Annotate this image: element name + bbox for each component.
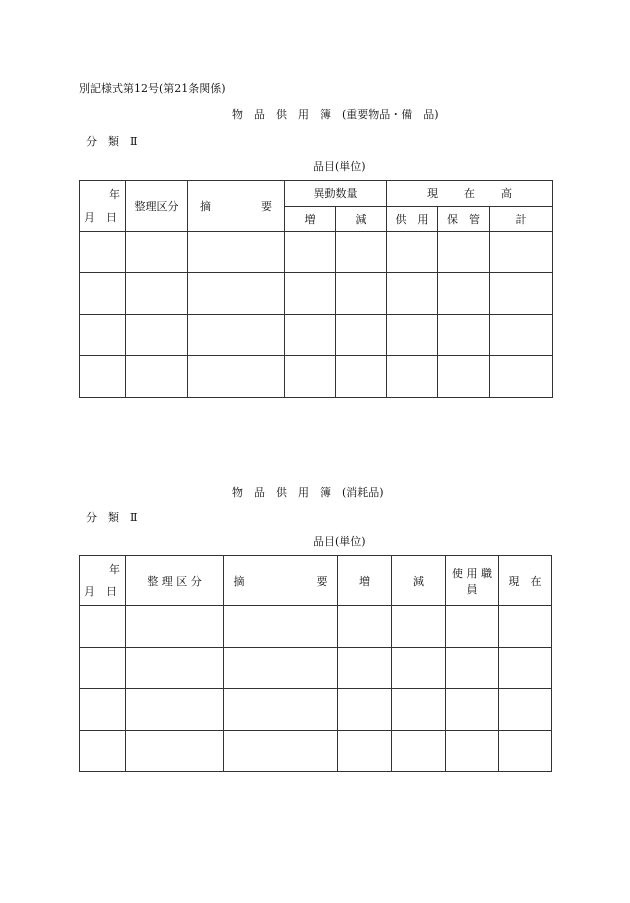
table-row (80, 606, 552, 648)
current-right: 高 (501, 187, 513, 201)
summary-header (224, 556, 338, 606)
table-cell[interactable] (446, 731, 499, 772)
table-cell[interactable] (392, 648, 446, 689)
table-cell[interactable] (490, 273, 553, 315)
table-cell[interactable] (446, 689, 499, 731)
table-cell[interactable] (224, 731, 338, 772)
section1-category: 分 類 Ⅱ (86, 135, 138, 148)
month-day-header: 月 日 (84, 211, 117, 224)
table-cell[interactable] (392, 689, 446, 731)
table-row (80, 315, 553, 356)
summary-header-right: 要 (261, 200, 272, 213)
table-cell[interactable] (285, 273, 336, 315)
year-header: 年 (109, 188, 120, 201)
table-cell[interactable] (336, 232, 387, 273)
table-cell[interactable] (224, 689, 338, 731)
table-cell[interactable] (126, 689, 224, 731)
current-header: 現 在 (499, 556, 552, 606)
section2-ledger-table (79, 555, 552, 772)
date-header-cell (80, 181, 126, 232)
table-row (80, 273, 553, 315)
table-cell[interactable] (285, 315, 336, 356)
table-cell[interactable] (80, 731, 126, 772)
table-cell[interactable] (336, 315, 387, 356)
section1-ledger-table (79, 180, 553, 398)
table-cell[interactable] (490, 356, 553, 398)
table-cell[interactable] (387, 315, 438, 356)
table-cell[interactable] (126, 273, 188, 315)
change-qty-header: 異動数量 (285, 181, 387, 207)
table-cell[interactable] (338, 606, 392, 648)
table-cell[interactable] (80, 315, 126, 356)
current-left: 現 (427, 187, 439, 201)
table-cell[interactable] (438, 273, 490, 315)
in-use-header: 供 用 (387, 206, 438, 232)
table-cell[interactable] (285, 232, 336, 273)
table-cell[interactable] (188, 232, 285, 273)
table-row (80, 356, 553, 398)
decrease-header: 減 (336, 206, 387, 232)
month-day-header: 月 日 (84, 585, 117, 598)
table-cell[interactable] (446, 606, 499, 648)
section1-item-unit: 品目(単位) (313, 160, 366, 173)
table-cell[interactable] (126, 315, 188, 356)
table-cell[interactable] (80, 648, 126, 689)
table-cell[interactable] (126, 232, 188, 273)
table-cell[interactable] (188, 356, 285, 398)
table-cell[interactable] (338, 689, 392, 731)
table-cell[interactable] (499, 689, 552, 731)
table-cell[interactable] (392, 606, 446, 648)
table-cell[interactable] (188, 315, 285, 356)
summary-header-left: 摘 (233, 574, 245, 588)
form-number: 別記様式第12号(第21条関係) (79, 82, 226, 95)
section2-rows (80, 606, 552, 772)
table-cell[interactable] (224, 606, 338, 648)
classification-header: 整理区分 (126, 181, 188, 232)
table-cell[interactable] (499, 606, 552, 648)
table-cell[interactable] (438, 315, 490, 356)
date-header-cell (80, 556, 126, 606)
table-cell[interactable] (80, 232, 126, 273)
table-cell[interactable] (490, 232, 553, 273)
section2-title: 物 品 供 用 簿 (消耗品) (232, 486, 384, 499)
table-cell[interactable] (224, 648, 338, 689)
table-cell[interactable] (387, 232, 438, 273)
table-cell[interactable] (392, 731, 446, 772)
table-cell[interactable] (126, 606, 224, 648)
summary-header-left: 摘 (200, 200, 211, 213)
section1-rows (80, 232, 553, 398)
increase-header: 増 (285, 206, 336, 232)
storage-header: 保 管 (438, 206, 490, 232)
current-balance-header (387, 181, 553, 207)
table-cell[interactable] (499, 648, 552, 689)
table-row (80, 689, 552, 731)
table-cell[interactable] (126, 648, 224, 689)
summary-header (188, 181, 285, 232)
current-mid: 在 (464, 187, 476, 201)
total-header: 計 (490, 206, 553, 232)
table-row (80, 731, 552, 772)
user-staff-header: 使 用 職 員 (446, 556, 499, 606)
decrease-header: 減 (392, 556, 446, 606)
table-cell[interactable] (499, 731, 552, 772)
table-cell[interactable] (387, 273, 438, 315)
increase-header: 増 (338, 556, 392, 606)
table-row (80, 232, 553, 273)
classification-header: 整 理 区 分 (126, 556, 224, 606)
table-cell[interactable] (126, 356, 188, 398)
table-cell[interactable] (80, 689, 126, 731)
section2-item-unit: 品目(単位) (313, 535, 366, 548)
table-cell[interactable] (490, 315, 553, 356)
section1-title: 物 品 供 用 簿 (重要物品・備 品) (232, 108, 439, 121)
table-cell[interactable] (80, 273, 126, 315)
table-cell[interactable] (438, 232, 490, 273)
table-cell[interactable] (80, 606, 126, 648)
year-header: 年 (109, 563, 120, 576)
summary-header-right: 要 (316, 574, 328, 588)
table-cell[interactable] (336, 356, 387, 398)
table-row (80, 648, 552, 689)
table-cell[interactable] (336, 273, 387, 315)
table-cell[interactable] (338, 731, 392, 772)
table-cell[interactable] (80, 356, 126, 398)
table-cell[interactable] (285, 356, 336, 398)
table-cell[interactable] (387, 356, 438, 398)
table-cell[interactable] (188, 273, 285, 315)
table-cell[interactable] (446, 648, 499, 689)
table-cell[interactable] (338, 648, 392, 689)
table-cell[interactable] (126, 731, 224, 772)
table-cell[interactable] (438, 356, 490, 398)
section2-category: 分 類 Ⅱ (86, 511, 138, 524)
